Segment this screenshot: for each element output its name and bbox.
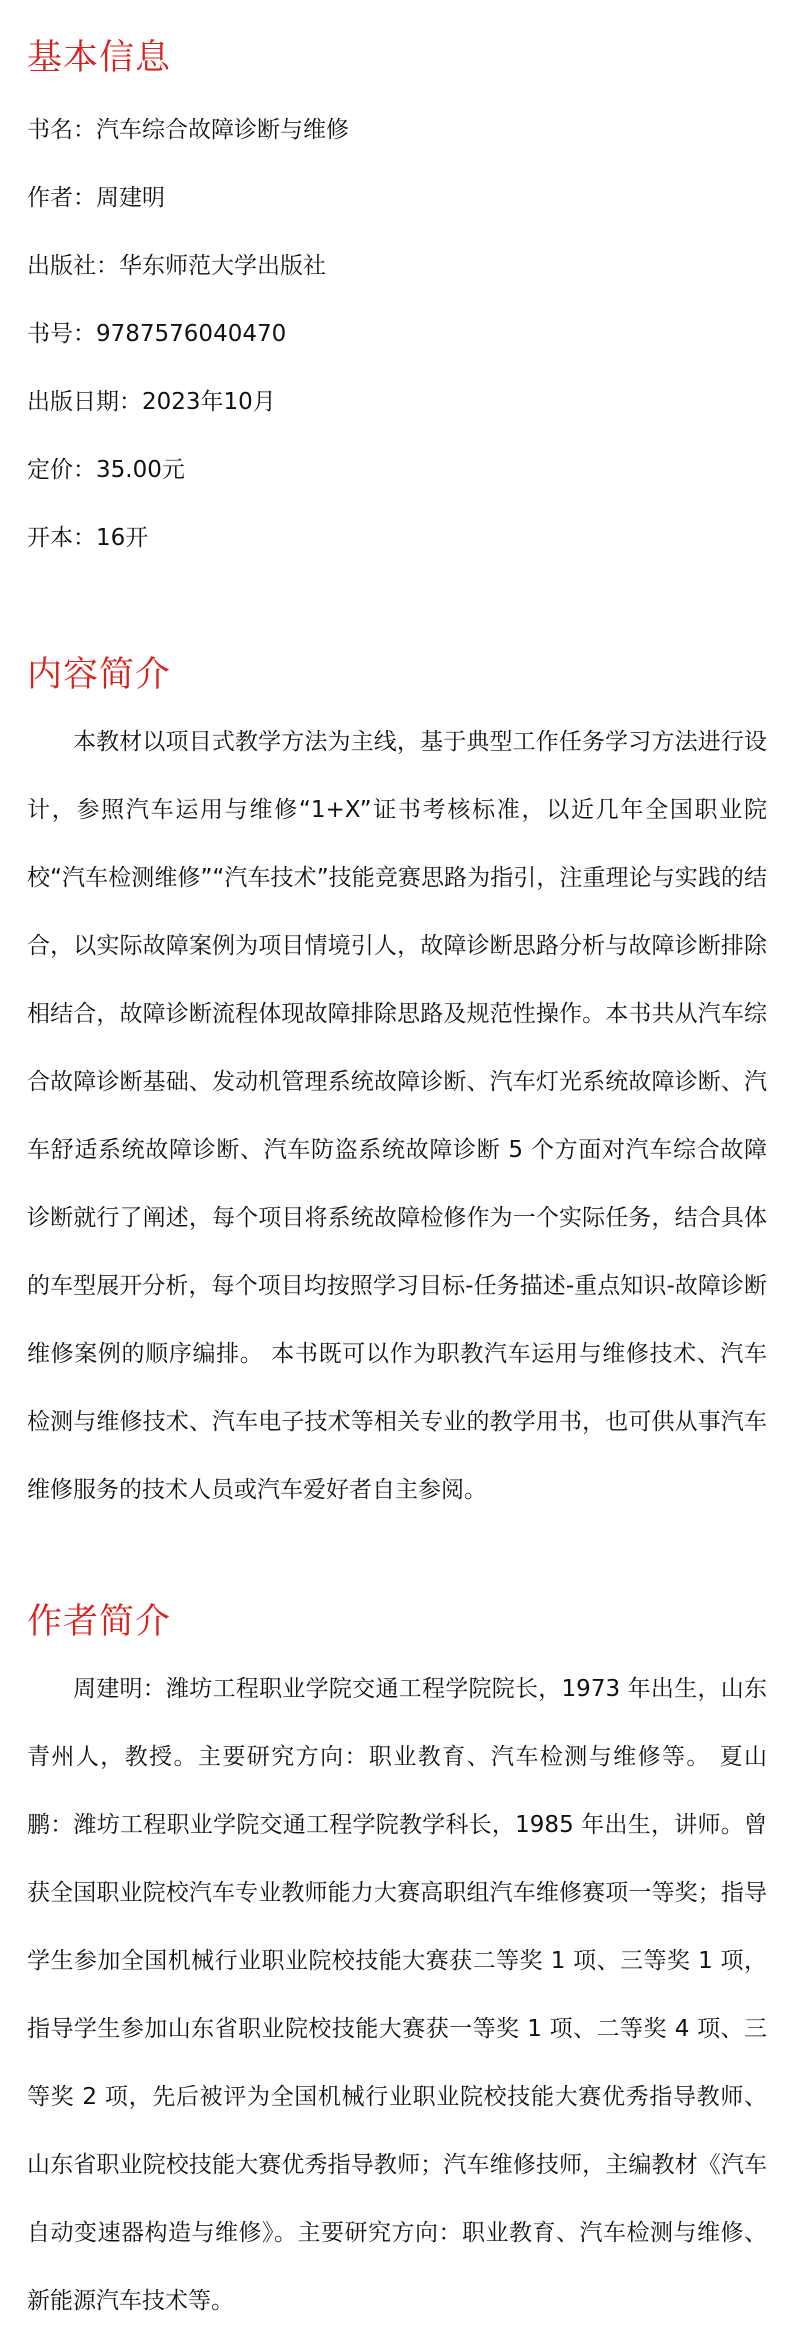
info-line-publish-date xyxy=(27,387,276,417)
info-value: 35.00元 xyxy=(96,457,185,483)
info-label: 定价： xyxy=(27,457,96,483)
author-intro-heading: 作者简介 xyxy=(27,1602,172,1642)
info-value: 华东师范大学出版社 xyxy=(119,253,326,279)
info-line-author xyxy=(27,183,165,213)
info-label: 书号： xyxy=(27,321,96,347)
info-label: 出版社： xyxy=(27,253,119,279)
info-label: 出版日期： xyxy=(27,389,142,415)
info-line-format xyxy=(27,523,148,553)
info-label: 开本： xyxy=(27,525,96,551)
basic-info-heading: 基本信息 xyxy=(27,38,172,78)
info-line-book-name xyxy=(27,115,349,145)
info-label: 作者： xyxy=(27,185,96,211)
info-label: 书名： xyxy=(27,117,96,143)
info-line-isbn xyxy=(27,319,286,349)
info-value: 周建明 xyxy=(96,185,165,211)
info-value: 9787576040470 xyxy=(96,321,287,347)
author-intro-paragraph: 周建明：潍坊工程职业学院交通工程学院院长，1973 年出生，山东青州人，教授。主要研究方向：职业教育、汽车检测与维修等。 夏山鹏：潍坊工程职业学院交通工程学院教学科长，1985 年出生，讲师。曾获全国职业院校汽车专业教师能力大赛高职组汽车维修赛项一等奖；指导学生参加全国机械行业职业院校技能大赛获二等奖 1 项、三等奖 1 项，指导学生参加山东省职业院校技能大赛获一等奖 1 项、二等奖 4 项、三等奖 2 项，先后被评为全国机械行业职业院校技能大赛优秀指导教师、山东省职业院校技能大赛优秀指导教师；汽车维修技师，主编教材《汽车自动变速器构造与维修》。主要研究方向：职业教育、汽车检测与维修、新能源汽车技术等。 xyxy=(27,1676,767,2314)
info-value: 2023年10月 xyxy=(142,389,276,415)
info-line-publisher xyxy=(27,251,326,281)
info-value: 16开 xyxy=(96,525,149,551)
info-value: 汽车综合故障诊断与维修 xyxy=(96,117,349,143)
content-intro-heading: 内容简介 xyxy=(27,655,172,695)
info-line-price xyxy=(27,455,185,485)
content-intro-paragraph: 本教材以项目式教学方法为主线，基于典型工作任务学习方法进行设计，参照汽车运用与维修“1+X”证书考核标准，以近几年全国职业院校“汽车检测维修”“汽车技术”技能竞赛思路为指引，注重理论与实践的结合，以实际故障案例为项目情境引人，故障诊断思路分析与故障诊断排除相结合，故障诊断流程体现故障排除思路及规范性操作。本书共从汽车综合故障诊断基础、发动机管理系统故障诊断、汽车灯光系统故障诊断、汽车舒适系统故障诊断、汽车防盗系统故障诊断 5 个方面对汽车综合故障诊断就行了阐述，每个项目将系统故障检修作为一个实际任务，结合具体的车型展开分析，每个项目均按照学习目标-任务描述-重点知识-故障诊断维修案例的顺序编排。 本书既可以作为职教汽车运用与维修技术、汽车检测与维修技术、汽车电子技术等相关专业的教学用书，也可供从事汽车维修服务的技术人员或汽车爱好者自主参阅。 xyxy=(27,729,767,1503)
